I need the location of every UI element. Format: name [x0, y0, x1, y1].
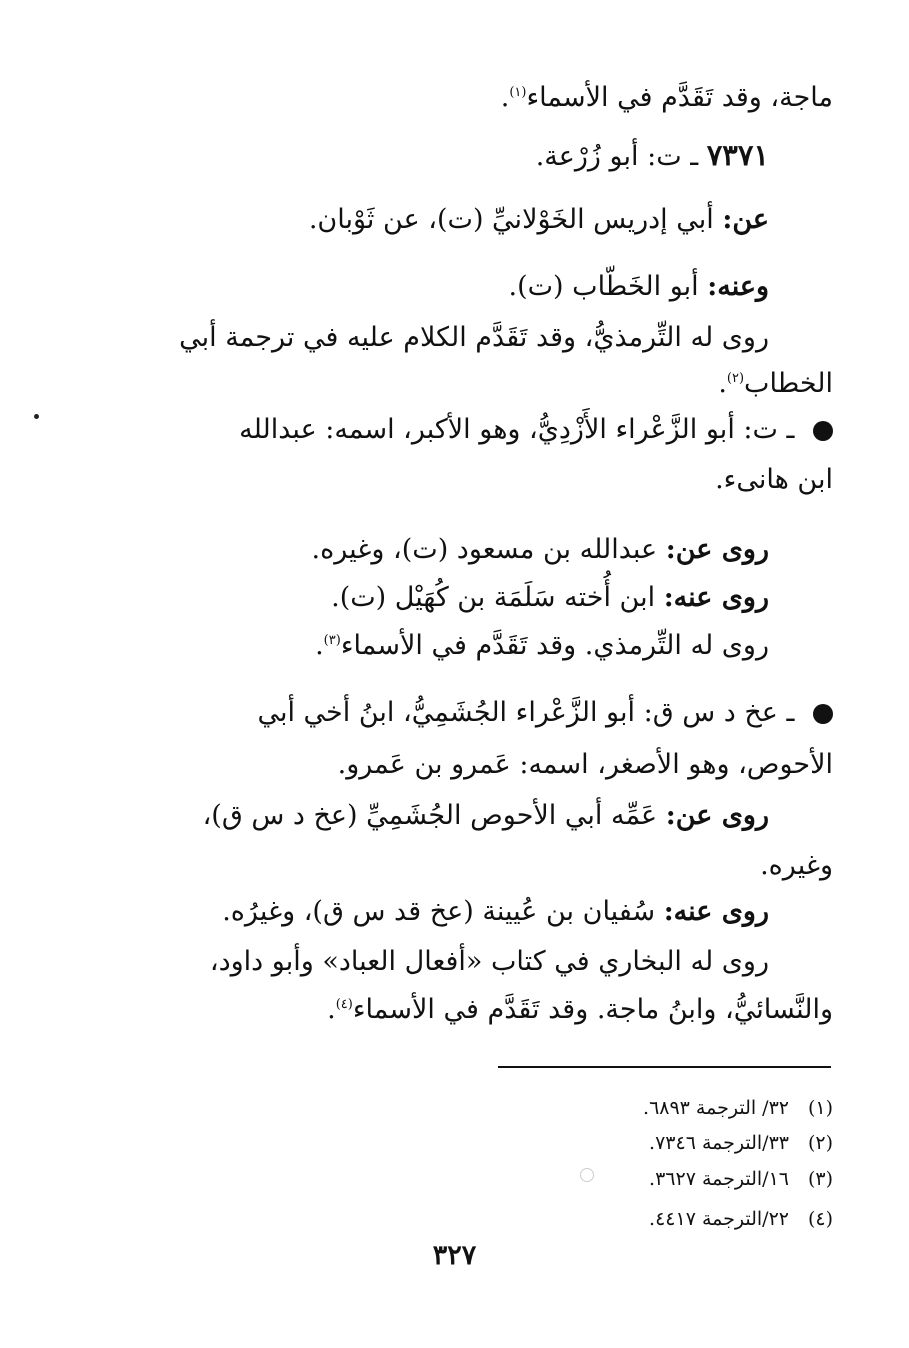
narrated-from-label: روى عن:	[665, 800, 769, 831]
text-line-13	[338, 745, 833, 785]
text-line-3	[309, 200, 769, 240]
text-line-17	[210, 942, 769, 982]
line-text: روى له التِّرمذي. وقد تَقَدَّم في الأسماء	[340, 630, 769, 661]
text-line-18	[327, 990, 833, 1030]
line-text: روى له البخاري في كتاب «أفعال العباد» وأبو داود،	[209, 946, 769, 977]
bullet-icon	[813, 421, 833, 441]
narrated-from-label: عن:	[722, 204, 769, 235]
line-text: الأحوص، وهو الأصغر، اسمه: عَمرو بن عَمرو.	[337, 749, 833, 780]
line-text: عَمِّه أبي الأحوص الجُشَمِيِّ (عخ د س ق)،	[202, 800, 666, 831]
footnote-ref-1: (١)	[509, 85, 527, 100]
line-text: ابن أُخته سَلَمَة بن كُهَيْل (ت).	[331, 582, 664, 613]
line-text: ماجة، وقد تَقَدَّم في الأسماء	[526, 82, 833, 113]
entry-title: ـ عخ د س ق: أبو الزَّعْراء الجُشَمِيُّ، ابنُ أخي أبي	[257, 697, 803, 728]
line-end: .	[327, 994, 336, 1025]
narrated-from-label: روى عن:	[665, 534, 769, 565]
footnote-ref-2: (٢)	[726, 371, 745, 386]
text-line-6	[718, 364, 833, 404]
footnote-key: (٤)	[807, 1208, 833, 1230]
line-end: .	[500, 82, 510, 113]
text-line-16	[222, 892, 769, 932]
narrated-by-label: روى عنه:	[663, 896, 769, 927]
line-text: والنَّسائيُّ، وابنُ ماجة. وقد تَقَدَّم في الأسماء	[352, 994, 833, 1025]
footnote-3	[649, 1166, 833, 1192]
text-line-9	[312, 530, 769, 570]
line-text: وغيره.	[760, 850, 833, 881]
footnote-text: ٣٢/ الترجمة ٦٨٩٣.	[643, 1097, 789, 1119]
bullet-icon	[813, 704, 833, 724]
page-number: ٣٢٧	[432, 1240, 477, 1271]
text-line-15	[760, 846, 833, 886]
footnote-4	[649, 1206, 833, 1232]
text-line-10	[331, 578, 769, 618]
footnote-text: ٢٢/الترجمة ٤٤١٧.	[649, 1208, 789, 1230]
footnote-text: ٣٣/الترجمة ٧٣٤٦.	[649, 1132, 789, 1154]
footnote-text: ١٦/الترجمة ٣٦٢٧.	[649, 1168, 789, 1190]
faint-mark	[580, 1168, 594, 1182]
footnote-ref-3: (٣)	[323, 633, 341, 648]
narrated-by-label: روى عنه:	[663, 582, 769, 613]
narrated-by-label: وعنه:	[707, 271, 769, 302]
line-text: أبو الخَطّاب (ت).	[508, 271, 708, 302]
text-line-14	[203, 796, 769, 836]
footnote-1	[643, 1095, 833, 1121]
entry-heading-zara-azdi	[239, 410, 833, 450]
line-end: .	[315, 630, 324, 661]
entry-title: ـ ت: أبو الزَّعْراء الأَزْدِيُّ، وهو الأكبر، اسمه: عبدالله	[239, 414, 803, 445]
line-text: روى له التِّرمذيُّ، وقد تَقَدَّم الكلام عليه في ترجمة أبي	[179, 322, 769, 353]
entry-title: ـ ت: أبو زُرْعة.	[535, 141, 707, 172]
footnote-ref-4: (٤)	[335, 997, 353, 1012]
entry-heading-zara-jushami	[257, 693, 833, 733]
line-end: .	[718, 368, 727, 399]
footnote-key: (١)	[807, 1097, 833, 1119]
line-text: عبدالله بن مسعود (ت)، وغيره.	[311, 534, 666, 565]
footnote-key: (٣)	[807, 1168, 833, 1190]
footnote-separator	[498, 1066, 831, 1068]
text-line-8	[715, 460, 833, 500]
footnote-2	[649, 1130, 833, 1156]
line-text: الخطاب	[744, 368, 833, 399]
entry-number: ٧٣٧١	[706, 138, 769, 172]
entry-heading-7371	[536, 135, 769, 177]
line-text: ابن هانىء.	[715, 464, 833, 495]
text-line-5	[179, 318, 769, 358]
text-line-1	[501, 78, 833, 118]
text-line-11	[315, 626, 769, 666]
text-line-4	[509, 267, 769, 307]
line-text: سُفيان بن عُيينة (عخ قد س ق)، وغيرُه.	[222, 896, 664, 927]
line-text: أبي إدريس الخَوْلانيِّ (ت)، عن ثَوْبان.	[308, 204, 723, 235]
footnote-key: (٢)	[807, 1132, 833, 1154]
margin-speck	[34, 414, 39, 419]
